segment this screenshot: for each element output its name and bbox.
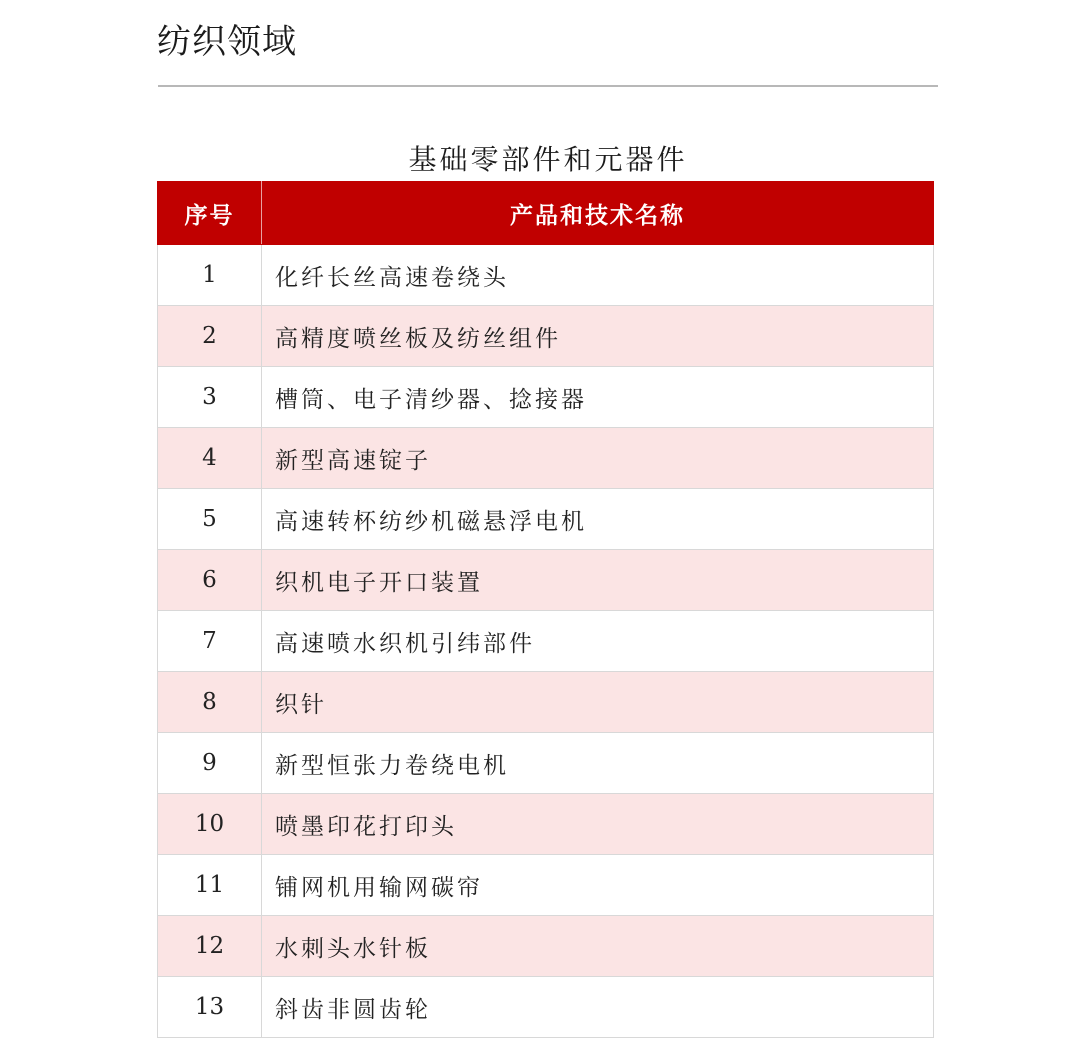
row-index: 11 bbox=[158, 855, 262, 916]
row-index: 13 bbox=[158, 977, 262, 1038]
row-index: 1 bbox=[158, 245, 262, 306]
row-name: 喷墨印花打印头 bbox=[262, 794, 934, 855]
table-row bbox=[158, 794, 934, 855]
table-row bbox=[158, 306, 934, 367]
row-name: 槽筒、电子清纱器、捻接器 bbox=[262, 367, 934, 428]
row-name: 织机电子开口装置 bbox=[262, 550, 934, 611]
table-row bbox=[158, 611, 934, 672]
row-index: 4 bbox=[158, 428, 262, 489]
row-name: 高速转杯纺纱机磁悬浮电机 bbox=[262, 489, 934, 550]
table-row bbox=[158, 916, 934, 977]
table-row bbox=[158, 550, 934, 611]
row-name: 斜齿非圆齿轮 bbox=[262, 977, 934, 1038]
section-heading: 纺织领域 bbox=[157, 22, 297, 62]
row-index: 12 bbox=[158, 916, 262, 977]
row-index: 6 bbox=[158, 550, 262, 611]
row-index: 10 bbox=[158, 794, 262, 855]
table-title: 基础零部件和元器件 bbox=[408, 143, 688, 176]
row-name: 新型高速锭子 bbox=[262, 428, 934, 489]
row-index: 2 bbox=[158, 306, 262, 367]
table-header-row bbox=[158, 182, 934, 245]
table-row bbox=[158, 367, 934, 428]
header-name: 产品和技术名称 bbox=[262, 182, 934, 245]
row-index: 5 bbox=[158, 489, 262, 550]
table-row bbox=[158, 977, 934, 1038]
row-index: 9 bbox=[158, 733, 262, 794]
row-index: 3 bbox=[158, 367, 262, 428]
table-row bbox=[158, 733, 934, 794]
row-name: 化纤长丝高速卷绕头 bbox=[262, 245, 934, 306]
row-name: 织针 bbox=[262, 672, 934, 733]
row-index: 8 bbox=[158, 672, 262, 733]
header-index: 序号 bbox=[158, 182, 262, 245]
row-name: 高精度喷丝板及纺丝组件 bbox=[262, 306, 934, 367]
heading-divider bbox=[158, 85, 938, 87]
row-name: 水刺头水针板 bbox=[262, 916, 934, 977]
table-row bbox=[158, 672, 934, 733]
row-name: 铺网机用输网碳帘 bbox=[262, 855, 934, 916]
table-row bbox=[158, 489, 934, 550]
table-row bbox=[158, 855, 934, 916]
row-name: 新型恒张力卷绕电机 bbox=[262, 733, 934, 794]
table-row bbox=[158, 428, 934, 489]
table-row bbox=[158, 245, 934, 306]
row-index: 7 bbox=[158, 611, 262, 672]
row-name: 高速喷水织机引纬部件 bbox=[262, 611, 934, 672]
product-table bbox=[157, 181, 934, 1038]
